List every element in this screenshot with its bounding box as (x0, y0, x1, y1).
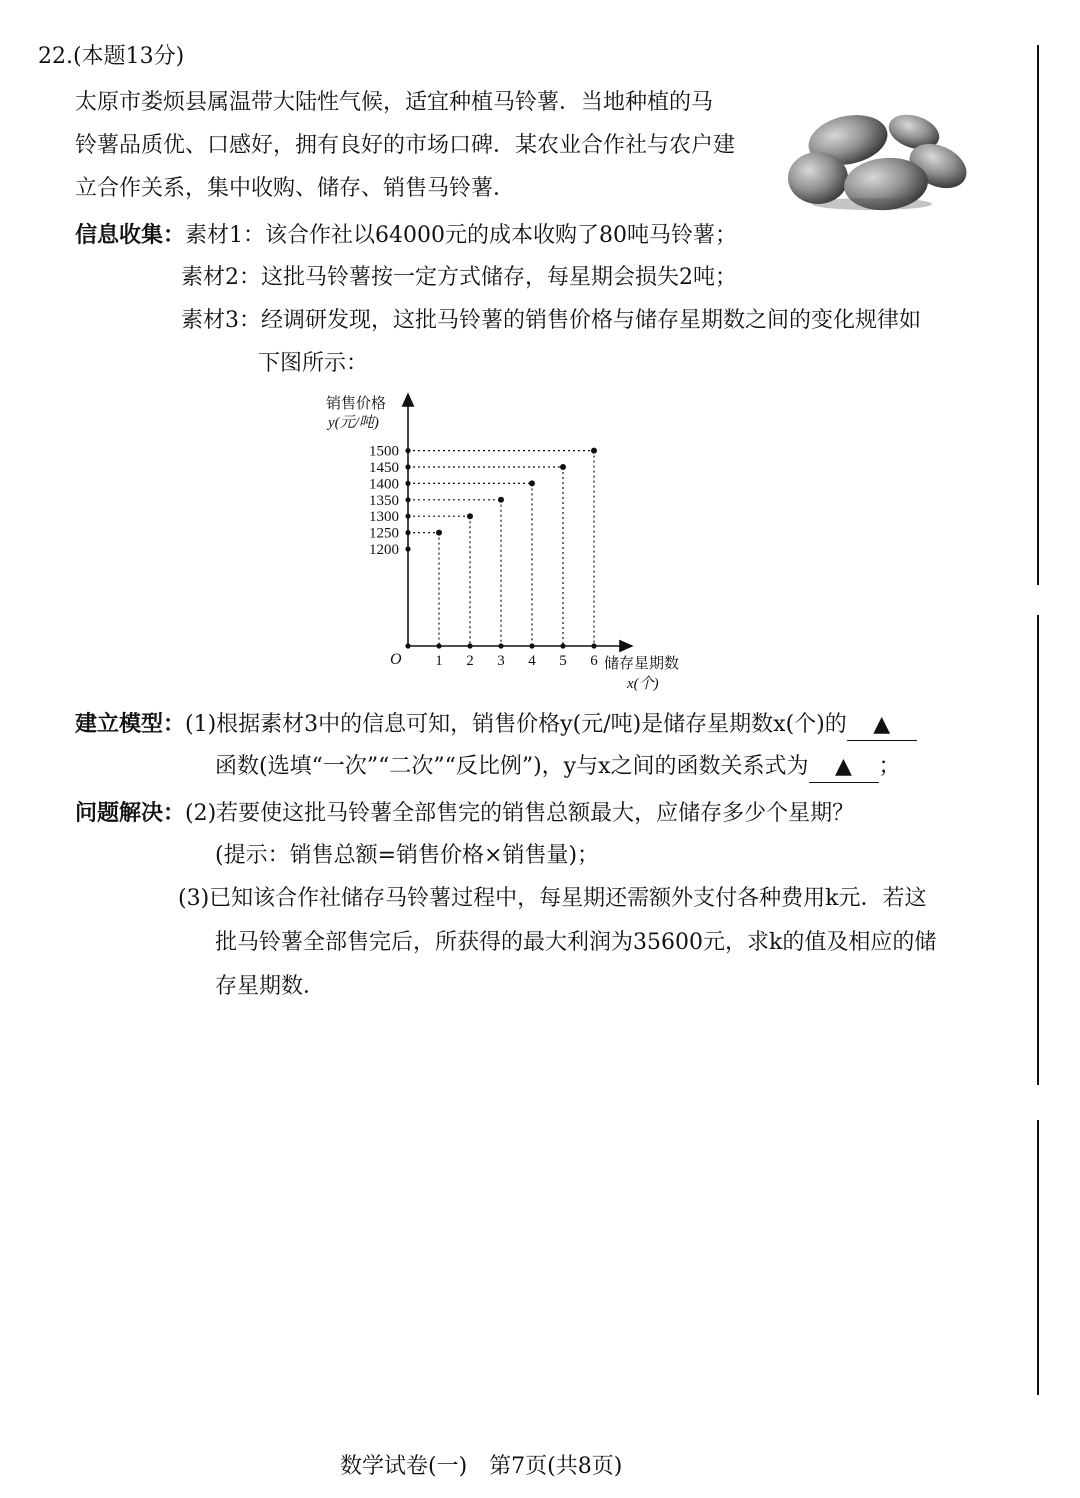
price-chart (320, 388, 710, 698)
x-tick-label: 2 (466, 653, 474, 669)
question-score: (本题13分) (73, 44, 185, 69)
solve-label: 问题解决： (75, 800, 186, 826)
y-tick-dot (405, 546, 410, 551)
y-tick-label: 1350 (369, 492, 399, 509)
potato-image (786, 110, 970, 214)
data-point (529, 480, 535, 486)
info-line-1 (75, 220, 737, 251)
margin-line-upper (1037, 45, 1039, 585)
data-point (436, 530, 442, 536)
y-axis-label-1: 销售价格 (326, 396, 387, 412)
y-tick-label: 1250 (369, 525, 399, 542)
question-3-line-2: 批马铃薯全部售完后，所获得的最大利润为35600元，求k的值及相应的储 (215, 930, 937, 955)
question-number: 22. (38, 44, 73, 69)
x-axis-label-1: 储存星期数 (604, 656, 680, 672)
x-tick-label: 6 (590, 653, 598, 669)
answer-blank-2[interactable]: ▲ (809, 752, 879, 783)
question-3-line-1: (3)已知该合作社储存马铃薯过程中，每星期还需额外支付各种费用k元．若这 (178, 886, 927, 911)
x-tick-label: 3 (497, 653, 505, 669)
y-tick-label: 1450 (369, 460, 399, 476)
x-tick-label: 5 (559, 653, 567, 669)
question-2: (2)若要使这批马铃薯全部售完的销售总额最大，应储存多少个星期？ (185, 801, 855, 826)
question-1-end: ； (878, 754, 901, 779)
answer-blank-1[interactable]: ▲ (847, 710, 917, 741)
material-2: 素材2：这批马铃薯按一定方式储存，每星期会损失2吨； (181, 265, 737, 290)
y-tick-label: 1200 (369, 542, 399, 558)
origin-label: O (390, 651, 402, 668)
question-1-part-a: (1)根据素材3中的信息可知，销售价格y(元/吨)是储存星期数x(个)的 (185, 712, 847, 737)
intro-line-2: 铃薯品质优、口感好，拥有良好的市场口碑．某农业合作社与农户建 (75, 133, 736, 158)
x-axis-label-2: x(个) (627, 676, 659, 692)
model-label: 建立模型： (75, 711, 186, 737)
model-line-2 (215, 752, 901, 783)
y-tick-label: 1400 (369, 476, 399, 493)
data-point (591, 448, 597, 454)
material-3-line-2: 下图所示： (258, 351, 369, 376)
hint: (提示：销售总额=销售价格×销售量)； (215, 843, 600, 868)
intro-line-3: 立合作关系，集中收购、储存、销售马铃薯． (75, 176, 516, 201)
y-tick-label: 1300 (369, 509, 399, 526)
data-point (467, 513, 473, 519)
data-point (498, 497, 504, 503)
data-point (560, 464, 566, 470)
intro-line-1: 太原市娄烦县属温带大陆性气候，适宜种植马铃薯．当地种植的马 (75, 90, 714, 115)
question-header (38, 42, 184, 72)
origin-dot (405, 643, 410, 648)
material-3-line-1: 素材3：经调研发现，这批马铃薯的销售价格与储存星期数之间的变化规律如 (181, 308, 921, 333)
y-axis-label-2: y(元/吨) (328, 415, 379, 431)
margin-line-lower (1037, 1120, 1039, 1395)
margin-line-middle (1037, 615, 1039, 1085)
info-label: 信息收集： (75, 222, 186, 248)
y-tick-label: 1500 (369, 443, 399, 460)
material-1: 素材1：该合作社以64000元的成本收购了80吨马铃薯； (185, 223, 737, 248)
solve-line-1 (75, 798, 854, 829)
question-3-line-3: 存星期数． (215, 974, 326, 999)
page-footer: 数学试卷(一) 第7页(共8页) (340, 1454, 623, 1479)
question-1-part-b: 函数(选填“一次”“二次”“反比例”)，y与x之间的函数关系式为 (215, 754, 809, 779)
model-line-1 (75, 709, 917, 741)
x-tick-label: 1 (435, 653, 443, 669)
x-tick-label: 4 (528, 653, 536, 669)
